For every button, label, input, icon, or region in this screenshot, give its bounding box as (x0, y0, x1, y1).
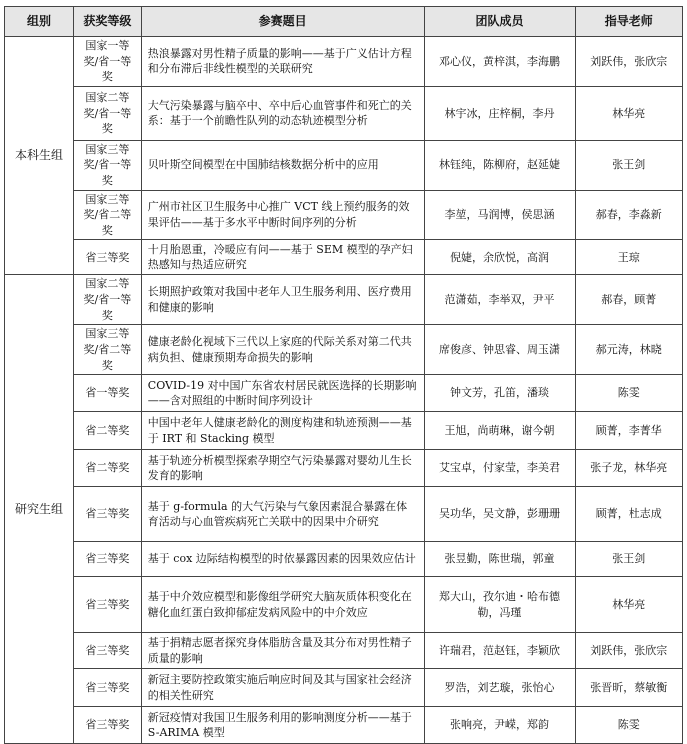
table-row (5, 450, 683, 487)
project-title: 中国中老年人健康老龄化的测度构建和轨迹预测——基于 IRT 和 Stacking 模型 (141, 412, 424, 450)
table-row (5, 240, 683, 275)
award-level: 省三等奖 (73, 669, 141, 707)
table-row (5, 86, 683, 140)
table-row (5, 577, 683, 633)
team-members: 艾宝卓，付家莹，李美君 (424, 450, 575, 487)
award-level: 省三等奖 (73, 240, 141, 275)
project-title: 大气污染暴露与脑卒中、卒中后心血管事件和死亡的关系：基于一个前瞻性队列的动态轨迹模型分析 (141, 86, 424, 140)
table-row (5, 140, 683, 190)
team-members: 林宇冰，庄梓桐，李丹 (424, 86, 575, 140)
advisor: 郝春，李淼新 (575, 190, 682, 240)
advisor: 张晋昕，蔡敏衡 (575, 669, 682, 707)
award-level: 省三等奖 (73, 633, 141, 669)
team-members: 席俊彦、钟思睿、周玉潇 (424, 325, 575, 375)
awards-table (4, 6, 683, 744)
team-members: 林钰纯，陈柳府，赵延婕 (424, 140, 575, 190)
award-level: 国家二等奖/省一等奖 (73, 275, 141, 325)
award-level: 国家三等奖/省二等奖 (73, 325, 141, 375)
group-undergrad: 本科生组 (5, 37, 74, 275)
table-row (5, 707, 683, 744)
project-title: 健康老龄化视域下三代以上家庭的代际关系对第二代共病负担、健康预期寿命损失的影响 (141, 325, 424, 375)
header-level: 获奖等级 (73, 7, 141, 37)
table-row (5, 375, 683, 412)
award-level: 省二等奖 (73, 450, 141, 487)
advisor: 刘跃伟，张欣宗 (575, 37, 682, 87)
award-level: 省一等奖 (73, 375, 141, 412)
project-title: 长期照护政策对我国中老年人卫生服务利用、医疗费用和健康的影响 (141, 275, 424, 325)
team-members: 李堃，马润博，侯思涵 (424, 190, 575, 240)
table-row (5, 412, 683, 450)
advisor: 顾菁，杜志成 (575, 487, 682, 542)
table-row (5, 190, 683, 240)
header-advisor: 指导老师 (575, 7, 682, 37)
header-title: 参赛题目 (141, 7, 424, 37)
advisor: 郝春，顾菁 (575, 275, 682, 325)
award-level: 省三等奖 (73, 577, 141, 633)
team-members: 钟文芳，孔笛，潘琰 (424, 375, 575, 412)
team-members: 吴功华，吴文静，彭珊珊 (424, 487, 575, 542)
advisor: 陈雯 (575, 375, 682, 412)
table-row (5, 669, 683, 707)
team-members: 张响亮，尹嵘，郑韵 (424, 707, 575, 744)
project-title: 十月胎恩重，冷暖应有问——基于 SEM 模型的孕产妇热感知与热适应研究 (141, 240, 424, 275)
award-level: 国家三等奖/省一等奖 (73, 140, 141, 190)
advisor: 刘跃伟，张欣宗 (575, 633, 682, 669)
team-members: 张昱勤，陈世瑞，郭童 (424, 542, 575, 577)
table-row (5, 633, 683, 669)
advisor: 陈雯 (575, 707, 682, 744)
advisor: 郝元涛，林晓 (575, 325, 682, 375)
project-title: 基于捐精志愿者探究身体脂肪含量及其分布对男性精子质量的影响 (141, 633, 424, 669)
project-title: COVID-19 对中国广东省农村居民就医选择的长期影响——含对照组的中断时间序列设计 (141, 375, 424, 412)
award-level: 省三等奖 (73, 707, 141, 744)
project-title: 热浪暴露对男性精子质量的影响——基于广义估计方程和分布滞后非线性模型的关联研究 (141, 37, 424, 87)
table-row (5, 325, 683, 375)
award-level: 国家三等奖/省二等奖 (73, 190, 141, 240)
team-members: 邓心仪，黄梓淇，李海鹏 (424, 37, 575, 87)
table-row (5, 275, 683, 325)
award-level: 国家二等奖/省一等奖 (73, 86, 141, 140)
project-title: 新冠主要防控政策实施后响应时间及其与国家社会经济的相关性研究 (141, 669, 424, 707)
table-row (5, 37, 683, 87)
award-level: 国家一等奖/省一等奖 (73, 37, 141, 87)
team-members: 许瑞君，范赵钰，李颖欣 (424, 633, 575, 669)
project-title: 基于轨迹分析模型探索孕期空气污染暴露对婴幼儿生长发育的影响 (141, 450, 424, 487)
project-title: 广州市社区卫生服务中心推广 VCT 线上预约服务的效果评估——基于多水平中断时间序列的分析 (141, 190, 424, 240)
project-title: 新冠疫情对我国卫生服务利用的影响测度分析——基于 S-ARIMA 模型 (141, 707, 424, 744)
advisor: 顾菁，李菁华 (575, 412, 682, 450)
team-members: 范潇茹，李举双，尹平 (424, 275, 575, 325)
group-graduate: 研究生组 (5, 275, 74, 744)
team-members: 郑大山，孜尔迪・哈布德勒，冯瑾 (424, 577, 575, 633)
project-title: 基于 g-formula 的大气污染与气象因素混合暴露在体育活动与心血管疾病死亡关联中的因果中介研究 (141, 487, 424, 542)
award-level: 省二等奖 (73, 412, 141, 450)
advisor: 林华亮 (575, 86, 682, 140)
header-team: 团队成员 (424, 7, 575, 37)
project-title: 贝叶斯空间模型在中国肺结核数据分析中的应用 (141, 140, 424, 190)
table-row (5, 487, 683, 542)
award-level: 省三等奖 (73, 542, 141, 577)
advisor: 张子龙，林华亮 (575, 450, 682, 487)
team-members: 王旭，尚萌琳，谢今朝 (424, 412, 575, 450)
team-members: 罗浩，刘艺璇，张怡心 (424, 669, 575, 707)
header-row (5, 7, 683, 37)
team-members: 倪婕，余欣悦，高润 (424, 240, 575, 275)
project-title: 基于 cox 边际结构模型的时依暴露因素的因果效应估计 (141, 542, 424, 577)
table-row (5, 542, 683, 577)
advisor: 张王剑 (575, 140, 682, 190)
award-level: 省三等奖 (73, 487, 141, 542)
advisor: 张王剑 (575, 542, 682, 577)
project-title: 基于中介效应模型和影像组学研究大脑灰质体积变化在糖化血红蛋白致抑郁症发病风险中的中介效应 (141, 577, 424, 633)
header-group: 组别 (5, 7, 74, 37)
advisor: 林华亮 (575, 577, 682, 633)
advisor: 王琼 (575, 240, 682, 275)
